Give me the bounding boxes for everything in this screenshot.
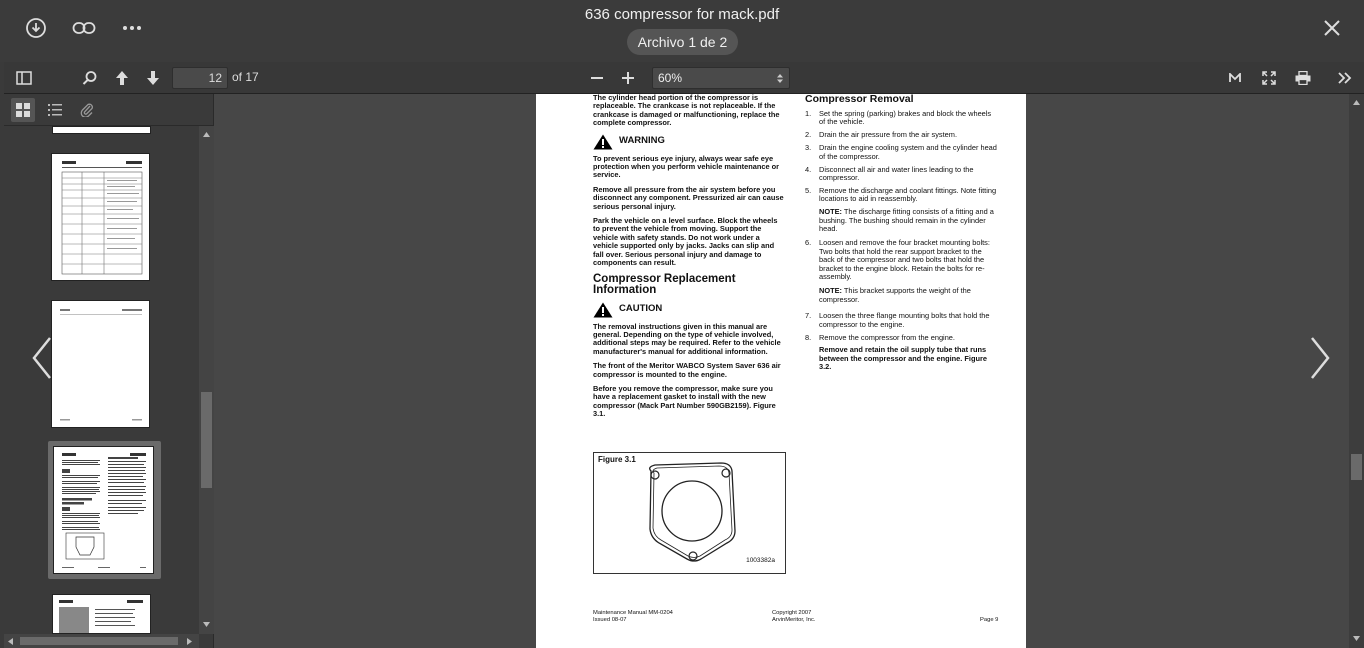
warning-paragraph-3: Park the vehicle on a level surface. Block the wheels to prevent the vehicle from moving. Support the vehicle with safety stands. Do not work under a vehicle supported only by jacks. Jacks can slip and fall over. Serious personal injury and damage to components can result.: [593, 216, 778, 268]
step-text: Remove the discharge and coolant fittings. Note fitting locations to aid in reassembly.: [819, 185, 997, 204]
document-viewer: [215, 94, 1349, 648]
page-thumbnail[interactable]: [51, 300, 150, 428]
top-bar: [0, 0, 1364, 62]
next-file-arrow[interactable]: [1303, 328, 1337, 388]
previous-file-arrow[interactable]: [25, 328, 59, 388]
gasket-paragraph: Before you remove the compressor, make sure you have a replacement gasket to install with the new compressor (Mack Part Number 590GB2159). Figure 3.1.: [593, 383, 776, 419]
document-scroll-thumb[interactable]: [1351, 454, 1362, 480]
zoom-in-icon[interactable]: [617, 66, 639, 90]
search-icon[interactable]: [78, 66, 102, 90]
warning-paragraph-2: Remove all pressure from the air system before you disconnect any component. Pressurized air can cause serious personal injury.: [593, 184, 784, 211]
note-label: NOTE:: [819, 207, 842, 217]
outline-view-icon[interactable]: [43, 98, 67, 122]
page-thumbnail[interactable]: [52, 126, 151, 134]
sidebar-tabs: [4, 94, 214, 126]
print-icon[interactable]: [1292, 66, 1314, 90]
step-text: Remove the compressor from the engine.: [819, 332, 955, 342]
step-text: Loosen the three flange mounting bolts that hold the compressor to the engine.: [819, 311, 990, 329]
intro-paragraph: The cylinder head portion of the compressor is replaceable. The crankcase is not replaceable. If the crankcase is damaged or malfunctioning, replace the complete compressor.: [593, 93, 780, 128]
chevron-right-icon: [1310, 336, 1330, 380]
note-text: The discharge fitting consists of a fitting and a bushing. The bushing should remain in the cylinder head.: [819, 207, 994, 233]
warning-triangle-icon: [593, 134, 613, 150]
page-thumbnail[interactable]: [51, 153, 150, 281]
note-1: [805, 208, 999, 233]
figure-code: 1003382a: [746, 556, 775, 564]
footer-issued: Issued 08-07: [593, 616, 627, 623]
footer-page: Page 9: [980, 617, 999, 623]
left-column: [593, 94, 786, 425]
sidebar-hscrollbar[interactable]: [4, 634, 199, 648]
sidebar-scrollbar[interactable]: [199, 126, 214, 634]
step-8: [805, 334, 999, 342]
step-4: [805, 166, 999, 183]
presentation-mode-icon[interactable]: [1224, 66, 1246, 90]
step-7: [805, 312, 999, 329]
select-arrows-icon: [777, 74, 783, 83]
removal-steps: [805, 110, 999, 204]
step-text: Loosen and remove the four bracket mounting bolts: Two bolts that hold the rear support bracket to the back of the compressor and two bolts that hold the bracket to the engine block. Retain the bolts for re-assembly.: [819, 238, 990, 281]
warning-paragraph-1: To prevent serious eye injury, always wear safe eye protection when you perform vehicle maintenance or service.: [593, 153, 780, 180]
warning-label: WARNING: [619, 135, 665, 147]
footer-center: [772, 610, 816, 623]
figure-label: Figure 3.1: [598, 455, 636, 464]
step-number: 1.: [805, 109, 812, 118]
footer-left: [593, 610, 673, 623]
step-number: 5.: [805, 185, 812, 195]
step-1: [805, 110, 999, 127]
zoom-select[interactable]: [652, 67, 790, 89]
front-paragraph: The front of the Meritor WABCO System Saver 636 air compressor is mounted to the engine.: [593, 361, 781, 379]
step-3: [805, 144, 999, 161]
step-text: Disconnect all air and water lines leading to the compressor.: [819, 164, 974, 182]
step-text: Drain the air pressure from the air system.: [819, 130, 958, 140]
fullscreen-icon[interactable]: [1258, 66, 1280, 90]
chevron-left-icon: [32, 336, 52, 380]
step-number: 4.: [805, 164, 812, 174]
footer-manual: Maintenance Manual MM-0204: [593, 610, 673, 616]
file-counter: Archivo 1 de 2: [627, 29, 738, 55]
scroll-right-icon[interactable]: [187, 638, 192, 645]
step-5: [805, 187, 999, 204]
page-thumbnail-current[interactable]: [53, 446, 154, 574]
caution-heading: [593, 302, 786, 318]
pdf-toolbar: [4, 62, 1364, 94]
right-column: [805, 94, 999, 378]
thumbnails-view-icon[interactable]: [11, 98, 35, 122]
zoom-out-icon[interactable]: [586, 66, 608, 90]
step-text: Set the spring (parking) brakes and block the wheels of the vehicle.: [819, 109, 992, 127]
footer-company: ArvinMeritor, Inc.: [772, 616, 816, 623]
figure-3-1: [593, 452, 786, 574]
caution-label: CAUTION: [619, 303, 663, 315]
zoom-value: 60%: [658, 71, 683, 85]
caution-paragraph: The removal instructions given in this manual are general. Depending on the type of vehicle involved, additional steps may be required. Refer to the vehicle manufacturer's manual for additional information.: [593, 321, 781, 356]
step-number: 8.: [805, 332, 812, 342]
closing-paragraph: Remove and retain the oil supply tube that runs between the compressor and the engine. Figure 3.2.: [819, 345, 987, 372]
file-title: 636 compressor for mack.pdf: [584, 6, 780, 23]
attachments-view-icon[interactable]: [75, 98, 99, 122]
scroll-left-icon[interactable]: [8, 638, 13, 645]
step-number: 6.: [805, 238, 812, 248]
step-number: 7.: [805, 311, 812, 321]
caution-triangle-icon: [593, 302, 613, 318]
step-6: [805, 239, 999, 281]
sidebar-toggle-icon[interactable]: [12, 66, 36, 90]
previous-page-icon[interactable]: [110, 66, 134, 90]
scroll-down-icon[interactable]: [1353, 636, 1360, 641]
document-scrollbar[interactable]: [1349, 94, 1364, 648]
scroll-up-icon[interactable]: [1353, 100, 1360, 105]
step-number: 2.: [805, 130, 812, 140]
tools-menu-icon[interactable]: [1334, 66, 1356, 90]
step-text: Drain the engine cooling system and the cylinder head of the compressor.: [819, 143, 997, 161]
sidebar-hscroll-thumb[interactable]: [20, 637, 178, 645]
footer-copyright: Copyright 2007: [772, 610, 812, 616]
step-number: 3.: [805, 143, 812, 153]
note-label: NOTE:: [819, 286, 842, 296]
scroll-down-icon[interactable]: [203, 622, 210, 627]
section-heading: Compressor Replacement Information: [593, 272, 736, 296]
removal-heading: Compressor Removal: [805, 93, 914, 105]
page-total: of 17: [232, 70, 259, 84]
next-page-icon[interactable]: [141, 66, 165, 90]
note-text: This bracket supports the weight of the compressor.: [819, 286, 971, 304]
note-2: [805, 287, 999, 304]
close-icon[interactable]: [1318, 14, 1346, 42]
page-number-input[interactable]: 12: [172, 67, 228, 89]
page-thumbnail[interactable]: [52, 594, 151, 634]
warning-heading: [593, 134, 786, 150]
pdf-page: [536, 94, 1026, 648]
step-2: [805, 131, 999, 139]
gasket-drawing: [639, 461, 744, 566]
sidebar-scroll-thumb[interactable]: [201, 392, 212, 488]
scroll-up-icon[interactable]: [203, 132, 210, 137]
